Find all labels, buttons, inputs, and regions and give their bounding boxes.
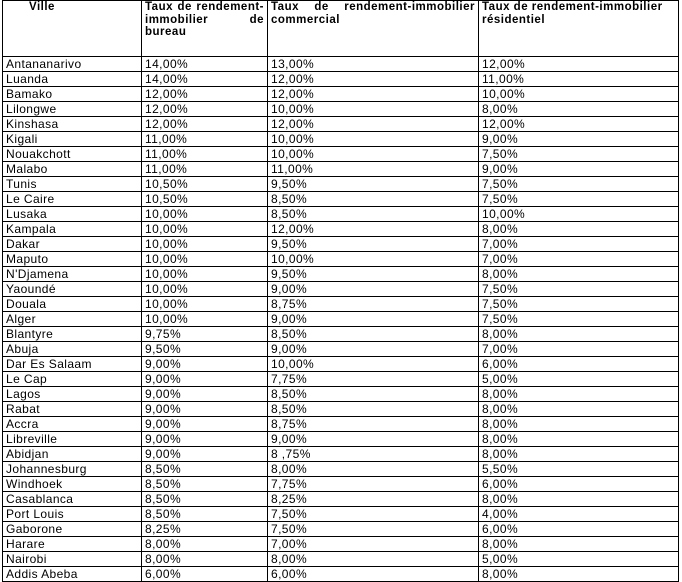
cell-commercial: 13,00%	[268, 57, 479, 72]
cell-bureau: 10,00%	[142, 252, 268, 267]
cell-ville: Le Cap	[3, 372, 142, 387]
cell-residentiel: 8,00%	[479, 417, 679, 432]
cell-bureau: 10,00%	[142, 237, 268, 252]
cell-residentiel: 8,00%	[479, 222, 679, 237]
cell-ville: Lagos	[3, 387, 142, 402]
cell-ville: Blantyre	[3, 327, 142, 342]
table-row	[3, 357, 679, 372]
cell-residentiel: 8,00%	[479, 447, 679, 462]
cell-residentiel: 7,50%	[479, 192, 679, 207]
cell-residentiel: 9,00%	[479, 132, 679, 147]
cell-bureau: 6,00%	[142, 567, 268, 582]
cell-bureau: 9,00%	[142, 432, 268, 447]
table-row	[3, 522, 679, 537]
cell-commercial: 10,00%	[268, 132, 479, 147]
cell-bureau: 9,00%	[142, 372, 268, 387]
cell-ville: Addis Abeba	[3, 567, 142, 582]
cell-residentiel: 12,00%	[479, 117, 679, 132]
cell-bureau: 8,50%	[142, 492, 268, 507]
cell-ville: Dar Es Salaam	[3, 357, 142, 372]
table-body	[3, 57, 679, 582]
header-residentiel: Taux de rendement-immobilier résidentiel	[479, 1, 679, 57]
table-row	[3, 117, 679, 132]
table-row	[3, 372, 679, 387]
cell-residentiel: 10,00%	[479, 207, 679, 222]
cell-commercial: 8,00%	[268, 462, 479, 477]
cell-commercial: 8,75%	[268, 297, 479, 312]
table-row	[3, 147, 679, 162]
cell-bureau: 10,00%	[142, 297, 268, 312]
cell-ville: Gaborone	[3, 522, 142, 537]
cell-commercial: 8,25%	[268, 492, 479, 507]
cell-ville: Kinshasa	[3, 117, 142, 132]
cell-ville: Abidjan	[3, 447, 142, 462]
cell-commercial: 6,00%	[268, 567, 479, 582]
cell-residentiel: 7,50%	[479, 312, 679, 327]
table-row	[3, 507, 679, 522]
cell-commercial: 8,50%	[268, 192, 479, 207]
cell-ville: Lusaka	[3, 207, 142, 222]
cell-commercial: 10,00%	[268, 252, 479, 267]
cell-commercial: 12,00%	[268, 87, 479, 102]
cell-ville: Tunis	[3, 177, 142, 192]
cell-residentiel: 8,00%	[479, 327, 679, 342]
cell-ville: Maputo	[3, 252, 142, 267]
table-row	[3, 342, 679, 357]
cell-residentiel: 5,50%	[479, 462, 679, 477]
table-row	[3, 222, 679, 237]
yield-table	[2, 0, 679, 582]
cell-commercial: 9,50%	[268, 237, 479, 252]
cell-bureau: 8,50%	[142, 507, 268, 522]
cell-commercial: 9,00%	[268, 312, 479, 327]
cell-residentiel: 8,00%	[479, 402, 679, 417]
table-row	[3, 492, 679, 507]
table-row	[3, 537, 679, 552]
cell-residentiel: 6,00%	[479, 522, 679, 537]
cell-bureau: 14,00%	[142, 57, 268, 72]
table-row	[3, 462, 679, 477]
cell-residentiel: 12,00%	[479, 57, 679, 72]
cell-ville: Johannesburg	[3, 462, 142, 477]
cell-ville: Douala	[3, 297, 142, 312]
cell-bureau: 10,00%	[142, 267, 268, 282]
cell-residentiel: 9,00%	[479, 162, 679, 177]
table-row	[3, 252, 679, 267]
cell-ville: Windhoek	[3, 477, 142, 492]
cell-bureau: 9,75%	[142, 327, 268, 342]
cell-residentiel: 8,00%	[479, 267, 679, 282]
table-row	[3, 102, 679, 117]
cell-residentiel: 4,00%	[479, 507, 679, 522]
cell-ville: Rabat	[3, 402, 142, 417]
table-row	[3, 207, 679, 222]
header-commercial: Taux de rendement-immobilier commercial	[268, 1, 479, 57]
cell-ville: Abuja	[3, 342, 142, 357]
cell-bureau: 10,00%	[142, 282, 268, 297]
table-row	[3, 87, 679, 102]
cell-residentiel: 10,00%	[479, 87, 679, 102]
cell-ville: Casablanca	[3, 492, 142, 507]
table-row	[3, 417, 679, 432]
cell-ville: N'Djamena	[3, 267, 142, 282]
cell-residentiel: 7,50%	[479, 282, 679, 297]
cell-bureau: 10,00%	[142, 207, 268, 222]
cell-bureau: 12,00%	[142, 87, 268, 102]
cell-commercial: 8,00%	[268, 552, 479, 567]
cell-ville: Accra	[3, 417, 142, 432]
cell-bureau: 9,50%	[142, 342, 268, 357]
cell-bureau: 14,00%	[142, 72, 268, 87]
cell-residentiel: 7,50%	[479, 147, 679, 162]
cell-commercial: 9,00%	[268, 342, 479, 357]
cell-ville: Le Caire	[3, 192, 142, 207]
table-row	[3, 552, 679, 567]
cell-residentiel: 8,00%	[479, 102, 679, 117]
cell-commercial: 8,50%	[268, 327, 479, 342]
cell-bureau: 10,00%	[142, 312, 268, 327]
cell-ville: Lilongwe	[3, 102, 142, 117]
cell-bureau: 8,00%	[142, 552, 268, 567]
cell-ville: Bamako	[3, 87, 142, 102]
cell-bureau: 8,50%	[142, 462, 268, 477]
cell-ville: Port Louis	[3, 507, 142, 522]
table-row	[3, 72, 679, 87]
cell-residentiel: 8,00%	[479, 492, 679, 507]
cell-commercial: 7,50%	[268, 507, 479, 522]
table-row	[3, 132, 679, 147]
cell-ville: Libreville	[3, 432, 142, 447]
table-row	[3, 477, 679, 492]
cell-residentiel: 5,00%	[479, 552, 679, 567]
table-row	[3, 57, 679, 72]
cell-bureau: 9,00%	[142, 387, 268, 402]
cell-residentiel: 7,50%	[479, 177, 679, 192]
cell-commercial: 8,50%	[268, 387, 479, 402]
cell-ville: Malabo	[3, 162, 142, 177]
cell-bureau: 9,00%	[142, 417, 268, 432]
cell-commercial: 12,00%	[268, 72, 479, 87]
cell-commercial: 7,00%	[268, 537, 479, 552]
cell-residentiel: 7,00%	[479, 252, 679, 267]
cell-bureau: 10,00%	[142, 222, 268, 237]
cell-commercial: 10,00%	[268, 102, 479, 117]
table-row	[3, 447, 679, 462]
cell-commercial: 7,75%	[268, 477, 479, 492]
cell-ville: Luanda	[3, 72, 142, 87]
cell-ville: Kigali	[3, 132, 142, 147]
table-row	[3, 192, 679, 207]
cell-residentiel: 7,00%	[479, 237, 679, 252]
table-row	[3, 297, 679, 312]
cell-commercial: 8 ,75%	[268, 447, 479, 462]
cell-bureau: 8,25%	[142, 522, 268, 537]
header-bureau: Taux de rendement-immobilier de bureau	[142, 1, 268, 57]
cell-bureau: 9,00%	[142, 357, 268, 372]
cell-ville: Nairobi	[3, 552, 142, 567]
cell-commercial: 9,50%	[268, 267, 479, 282]
cell-commercial: 12,00%	[268, 117, 479, 132]
cell-ville: Dakar	[3, 237, 142, 252]
header-row	[3, 1, 679, 57]
cell-residentiel: 6,00%	[479, 357, 679, 372]
table-row	[3, 387, 679, 402]
table-row	[3, 327, 679, 342]
cell-bureau: 8,00%	[142, 537, 268, 552]
cell-bureau: 11,00%	[142, 147, 268, 162]
table-row	[3, 432, 679, 447]
cell-commercial: 11,00%	[268, 162, 479, 177]
cell-bureau: 12,00%	[142, 117, 268, 132]
cell-bureau: 10,50%	[142, 192, 268, 207]
cell-residentiel: 8,00%	[479, 567, 679, 582]
table-row	[3, 237, 679, 252]
cell-commercial: 8,50%	[268, 402, 479, 417]
table-row	[3, 312, 679, 327]
cell-ville: Antananarivo	[3, 57, 142, 72]
cell-commercial: 10,00%	[268, 147, 479, 162]
cell-bureau: 11,00%	[142, 162, 268, 177]
cell-bureau: 10,50%	[142, 177, 268, 192]
cell-ville: Alger	[3, 312, 142, 327]
table-row	[3, 162, 679, 177]
cell-commercial: 12,00%	[268, 222, 479, 237]
cell-bureau: 12,00%	[142, 102, 268, 117]
cell-residentiel: 8,00%	[479, 432, 679, 447]
cell-ville: Kampala	[3, 222, 142, 237]
header-ville: Ville	[3, 1, 142, 57]
cell-residentiel: 6,00%	[479, 477, 679, 492]
cell-commercial: 8,50%	[268, 207, 479, 222]
cell-residentiel: 11,00%	[479, 72, 679, 87]
table-row	[3, 267, 679, 282]
cell-residentiel: 8,00%	[479, 537, 679, 552]
cell-residentiel: 7,50%	[479, 297, 679, 312]
cell-commercial: 7,75%	[268, 372, 479, 387]
cell-bureau: 11,00%	[142, 132, 268, 147]
cell-ville: Nouakchott	[3, 147, 142, 162]
cell-ville: Harare	[3, 537, 142, 552]
cell-ville: Yaoundé	[3, 282, 142, 297]
cell-bureau: 8,50%	[142, 477, 268, 492]
cell-commercial: 7,50%	[268, 522, 479, 537]
cell-commercial: 8,75%	[268, 417, 479, 432]
table-row	[3, 282, 679, 297]
table-row	[3, 177, 679, 192]
cell-residentiel: 5,00%	[479, 372, 679, 387]
table-row	[3, 567, 679, 582]
table-row	[3, 402, 679, 417]
cell-bureau: 9,00%	[142, 402, 268, 417]
cell-bureau: 9,00%	[142, 447, 268, 462]
cell-commercial: 9,00%	[268, 282, 479, 297]
cell-commercial: 9,00%	[268, 432, 479, 447]
cell-commercial: 9,50%	[268, 177, 479, 192]
cell-residentiel: 7,00%	[479, 342, 679, 357]
cell-residentiel: 8,00%	[479, 387, 679, 402]
cell-commercial: 10,00%	[268, 357, 479, 372]
